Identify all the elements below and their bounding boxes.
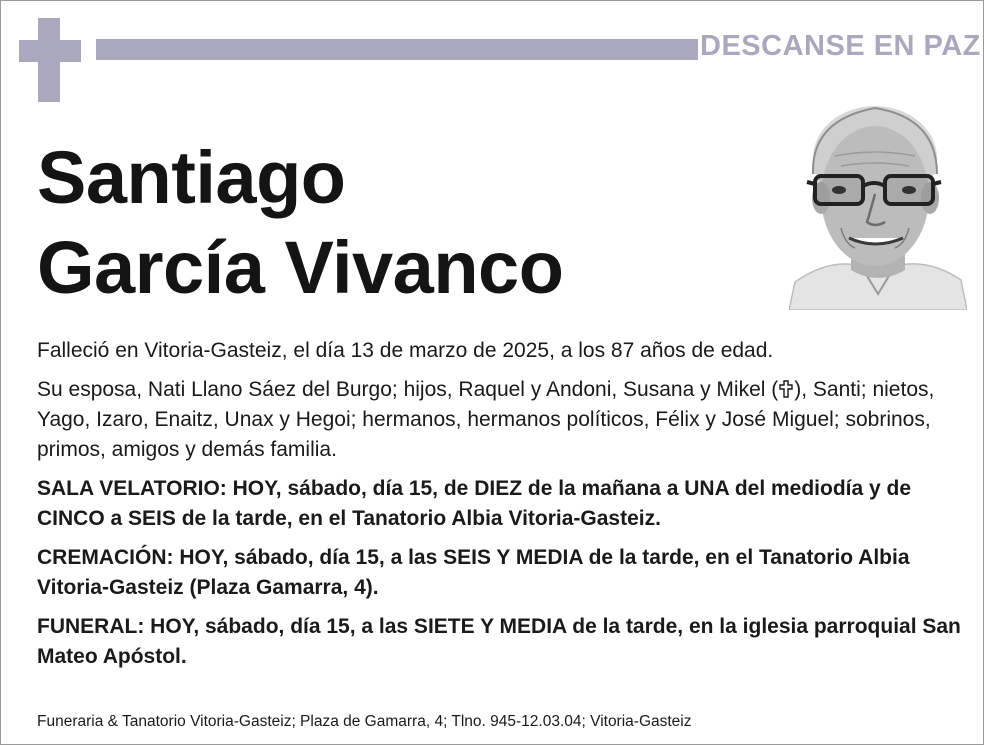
family-list bbox=[37, 375, 972, 465]
family-text-part2: ), Santi; nietos, Yago, Izaro, Enaitz, Unax y Hegoi; hermanos, hermanos políticos, Félix y José Miguel; sobrinos, primos, amigos y demás familia. bbox=[37, 378, 935, 461]
deceased-name bbox=[37, 133, 757, 313]
family-text-part1: Su esposa, Nati Llano Sáez del Burgo; hijos, Raquel y Andoni, Susana y Mikel ( bbox=[37, 378, 779, 401]
name-second-line: García Vivanco bbox=[37, 226, 564, 309]
rip-heading: DESCANSE EN PAZ bbox=[700, 30, 981, 62]
header-bar bbox=[96, 39, 698, 60]
obituary-body bbox=[37, 336, 972, 681]
cremation-info: CREMACIÓN: HOY, sábado, día 15, a las SEIS Y MEDIA de la tarde, en el Tanatorio Albia Vitoria-Gasteiz (Plaza Gamarra, 4). bbox=[37, 546, 910, 599]
funeral-home-footer: Funeraria & Tanatorio Vitoria-Gasteiz; Plaza de Gamarra, 4; Tlno. 945-12.03.04; Vitoria-Gasteiz bbox=[37, 713, 692, 730]
portrait-photo bbox=[789, 98, 967, 310]
small-cross-icon bbox=[778, 380, 794, 398]
funeral-info: FUNERAL: HOY, sábado, día 15, a las SIETE Y MEDIA de la tarde, en la iglesia parroquial San Mateo Apóstol. bbox=[37, 615, 961, 668]
death-notice: Falleció en Vitoria-Gasteiz, el día 13 de marzo de 2025, a los 87 años de edad. bbox=[37, 339, 774, 362]
name-first-line: Santiago bbox=[37, 136, 346, 219]
cross-icon bbox=[19, 18, 81, 102]
wake-info: SALA VELATORIO: HOY, sábado, día 15, de DIEZ de la mañana a UNA del mediodía y de CINCO a SEIS de la tarde, en el Tanatorio Albia Vitoria-Gasteiz. bbox=[37, 477, 912, 530]
